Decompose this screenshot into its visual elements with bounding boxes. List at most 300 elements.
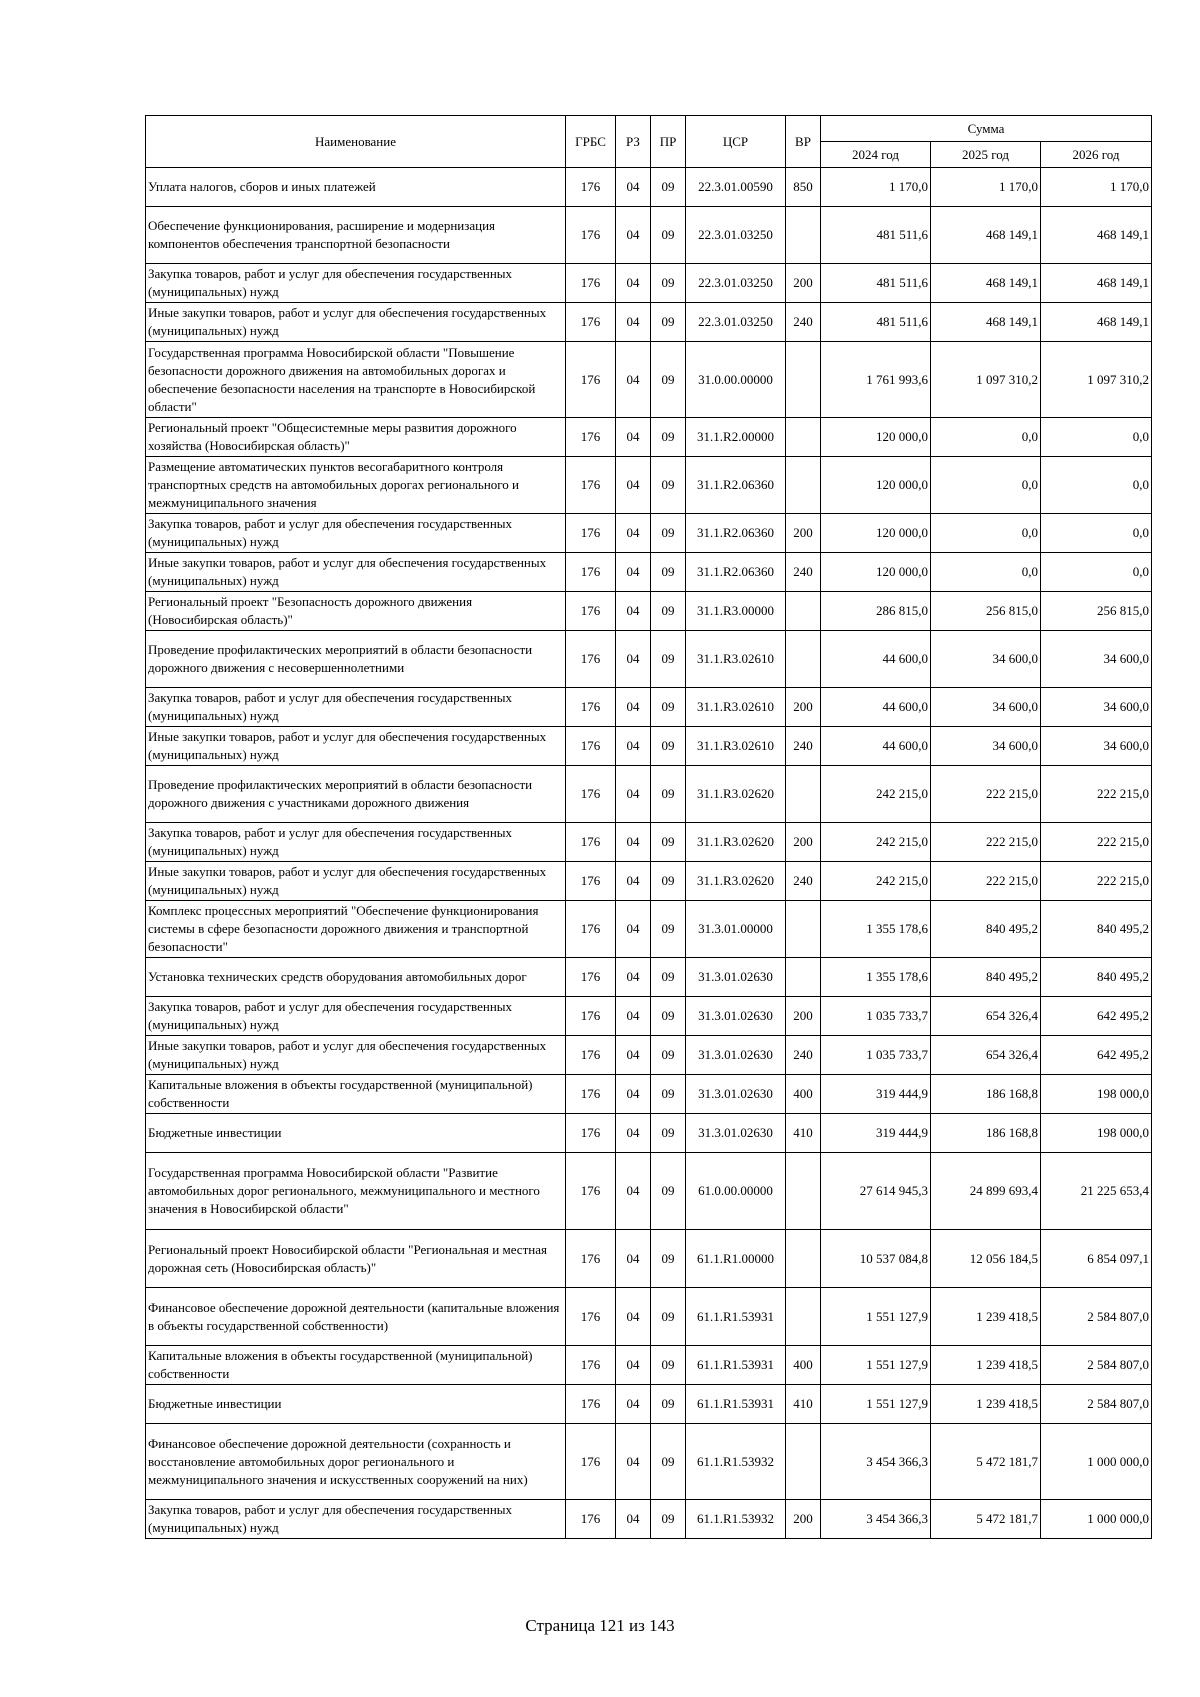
row-rz: 04: [616, 958, 651, 997]
row-rz: 04: [616, 631, 651, 688]
row-name: Капитальные вложения в объекты государственной (муниципальной) собственности: [146, 1075, 566, 1114]
row-grbs: 176: [566, 1346, 616, 1385]
row-sum-2024: 1 551 127,9: [821, 1288, 931, 1346]
row-sum-2026: 34 600,0: [1041, 631, 1152, 688]
row-sum-2024: 319 444,9: [821, 1114, 931, 1153]
table-row: [146, 514, 1152, 553]
row-grbs: 176: [566, 514, 616, 553]
row-rz: 04: [616, 1385, 651, 1424]
row-sum-2024: 3 454 366,3: [821, 1424, 931, 1500]
row-sum-2025: 186 168,8: [931, 1114, 1041, 1153]
row-csr: 22.3.01.03250: [686, 207, 786, 264]
row-vr: 850: [786, 168, 821, 207]
row-vr: 200: [786, 514, 821, 553]
row-sum-2025: 468 149,1: [931, 264, 1041, 303]
row-name: Государственная программа Новосибирской области "Развитие автомобильных дорог регионального, межмуниципального и местного значения в Новосибирской области": [146, 1153, 566, 1230]
row-sum-2025: 222 215,0: [931, 823, 1041, 862]
row-sum-2026: 1 000 000,0: [1041, 1424, 1152, 1500]
row-sum-2024: 1 035 733,7: [821, 997, 931, 1036]
row-pr: 09: [651, 727, 686, 766]
row-sum-2025: 468 149,1: [931, 303, 1041, 342]
row-sum-2024: 481 511,6: [821, 207, 931, 264]
row-rz: 04: [616, 418, 651, 457]
row-rz: 04: [616, 901, 651, 958]
table-row: [146, 1153, 1152, 1230]
row-sum-2024: 1 355 178,6: [821, 901, 931, 958]
row-csr: 22.3.01.03250: [686, 264, 786, 303]
table-row: [146, 766, 1152, 823]
header-sum: Сумма: [821, 116, 1152, 142]
row-vr: [786, 207, 821, 264]
row-sum-2025: 34 600,0: [931, 727, 1041, 766]
row-rz: 04: [616, 766, 651, 823]
row-sum-2024: 120 000,0: [821, 457, 931, 514]
row-grbs: 176: [566, 1075, 616, 1114]
row-csr: 31.1.R3.02610: [686, 631, 786, 688]
row-grbs: 176: [566, 1424, 616, 1500]
row-sum-2025: 34 600,0: [931, 688, 1041, 727]
row-vr: 200: [786, 688, 821, 727]
row-sum-2024: 1 551 127,9: [821, 1385, 931, 1424]
table-row: [146, 688, 1152, 727]
row-sum-2024: 1 170,0: [821, 168, 931, 207]
row-pr: 09: [651, 264, 686, 303]
row-sum-2025: 256 815,0: [931, 592, 1041, 631]
row-vr: [786, 766, 821, 823]
row-sum-2025: 24 899 693,4: [931, 1153, 1041, 1230]
row-sum-2026: 222 215,0: [1041, 823, 1152, 862]
row-csr: 61.1.R1.00000: [686, 1230, 786, 1288]
row-sum-2026: 222 215,0: [1041, 766, 1152, 823]
row-pr: 09: [651, 862, 686, 901]
row-grbs: 176: [566, 418, 616, 457]
table-row: [146, 207, 1152, 264]
table-row: [146, 1346, 1152, 1385]
row-sum-2026: 34 600,0: [1041, 688, 1152, 727]
row-grbs: 176: [566, 631, 616, 688]
row-vr: [786, 958, 821, 997]
row-csr: 31.1.R3.02610: [686, 688, 786, 727]
row-vr: [786, 457, 821, 514]
row-csr: 22.3.01.00590: [686, 168, 786, 207]
row-rz: 04: [616, 1500, 651, 1539]
table-row: [146, 1424, 1152, 1500]
row-sum-2024: 481 511,6: [821, 303, 931, 342]
row-csr: 31.1.R2.06360: [686, 457, 786, 514]
row-name: Закупка товаров, работ и услуг для обеспечения государственных (муниципальных) нужд: [146, 688, 566, 727]
row-grbs: 176: [566, 342, 616, 418]
row-name: Закупка товаров, работ и услуг для обеспечения государственных (муниципальных) нужд: [146, 997, 566, 1036]
table-row: [146, 958, 1152, 997]
row-name: Проведение профилактических мероприятий в области безопасности дорожного движения с несовершеннолетними: [146, 631, 566, 688]
row-vr: 200: [786, 823, 821, 862]
row-vr: [786, 1230, 821, 1288]
row-grbs: 176: [566, 1114, 616, 1153]
row-rz: 04: [616, 823, 651, 862]
row-sum-2026: 198 000,0: [1041, 1114, 1152, 1153]
row-csr: 31.1.R2.06360: [686, 514, 786, 553]
row-sum-2026: 1 170,0: [1041, 168, 1152, 207]
row-pr: 09: [651, 342, 686, 418]
row-pr: 09: [651, 418, 686, 457]
row-grbs: 176: [566, 1153, 616, 1230]
row-sum-2025: 1 239 418,5: [931, 1288, 1041, 1346]
row-csr: 61.1.R1.53931: [686, 1385, 786, 1424]
row-csr: 61.1.R1.53932: [686, 1424, 786, 1500]
header-rz: РЗ: [616, 116, 651, 168]
table-row: [146, 342, 1152, 418]
row-sum-2026: 0,0: [1041, 553, 1152, 592]
row-sum-2025: 654 326,4: [931, 997, 1041, 1036]
row-rz: 04: [616, 727, 651, 766]
row-grbs: 176: [566, 1036, 616, 1075]
table-row: [146, 1288, 1152, 1346]
row-vr: 410: [786, 1114, 821, 1153]
row-sum-2024: 120 000,0: [821, 553, 931, 592]
table-row: [146, 1075, 1152, 1114]
row-name: Региональный проект "Безопасность дорожного движения (Новосибирская область)": [146, 592, 566, 631]
row-sum-2026: 1 097 310,2: [1041, 342, 1152, 418]
row-sum-2024: 1 355 178,6: [821, 958, 931, 997]
row-grbs: 176: [566, 592, 616, 631]
row-sum-2025: 34 600,0: [931, 631, 1041, 688]
header-vr: ВР: [786, 116, 821, 168]
row-sum-2024: 286 815,0: [821, 592, 931, 631]
header-csr: ЦСР: [686, 116, 786, 168]
row-sum-2024: 120 000,0: [821, 514, 931, 553]
row-sum-2026: 642 495,2: [1041, 997, 1152, 1036]
row-sum-2025: 12 056 184,5: [931, 1230, 1041, 1288]
row-pr: 09: [651, 1230, 686, 1288]
row-sum-2025: 0,0: [931, 514, 1041, 553]
row-sum-2024: 242 215,0: [821, 823, 931, 862]
row-csr: 31.3.01.02630: [686, 1114, 786, 1153]
row-sum-2024: 319 444,9: [821, 1075, 931, 1114]
table-row: [146, 168, 1152, 207]
table-row: [146, 264, 1152, 303]
row-pr: 09: [651, 1114, 686, 1153]
row-sum-2025: 222 215,0: [931, 766, 1041, 823]
header-year-2024: 2024 год: [821, 142, 931, 168]
row-vr: 240: [786, 1036, 821, 1075]
row-rz: 04: [616, 207, 651, 264]
row-sum-2024: 481 511,6: [821, 264, 931, 303]
row-csr: 31.3.01.02630: [686, 1075, 786, 1114]
row-pr: 09: [651, 1036, 686, 1075]
row-rz: 04: [616, 1346, 651, 1385]
row-vr: 200: [786, 997, 821, 1036]
row-sum-2024: 44 600,0: [821, 688, 931, 727]
row-rz: 04: [616, 1230, 651, 1288]
row-grbs: 176: [566, 1500, 616, 1539]
header-year-2026: 2026 год: [1041, 142, 1152, 168]
row-grbs: 176: [566, 862, 616, 901]
row-sum-2025: 0,0: [931, 418, 1041, 457]
table-body: [146, 168, 1152, 1539]
row-csr: 31.3.01.02630: [686, 958, 786, 997]
row-sum-2025: 222 215,0: [931, 862, 1041, 901]
row-rz: 04: [616, 592, 651, 631]
row-sum-2025: 1 170,0: [931, 168, 1041, 207]
row-name: Проведение профилактических мероприятий в области безопасности дорожного движения с участниками дорожного движения: [146, 766, 566, 823]
row-name: Иные закупки товаров, работ и услуг для обеспечения государственных (муниципальных) нужд: [146, 727, 566, 766]
row-name: Комплекс процессных мероприятий "Обеспечение функционирования системы в сфере безопасности дорожного движения и транспортной безопасности": [146, 901, 566, 958]
row-name: Финансовое обеспечение дорожной деятельности (капитальные вложения в объекты государственной собственности): [146, 1288, 566, 1346]
row-grbs: 176: [566, 264, 616, 303]
row-pr: 09: [651, 823, 686, 862]
row-grbs: 176: [566, 168, 616, 207]
row-rz: 04: [616, 1288, 651, 1346]
row-sum-2025: 1 097 310,2: [931, 342, 1041, 418]
table-row: [146, 1230, 1152, 1288]
row-sum-2025: 186 168,8: [931, 1075, 1041, 1114]
row-rz: 04: [616, 457, 651, 514]
row-grbs: 176: [566, 553, 616, 592]
row-csr: 31.1.R3.02620: [686, 862, 786, 901]
row-csr: 61.0.00.00000: [686, 1153, 786, 1230]
row-sum-2025: 0,0: [931, 457, 1041, 514]
header-name: Наименование: [146, 116, 566, 168]
row-rz: 04: [616, 1153, 651, 1230]
row-sum-2026: 2 584 807,0: [1041, 1288, 1152, 1346]
row-sum-2026: 256 815,0: [1041, 592, 1152, 631]
row-name: Региональный проект "Общесистемные меры развития дорожного хозяйства (Новосибирская область)": [146, 418, 566, 457]
table-row: [146, 457, 1152, 514]
row-rz: 04: [616, 1114, 651, 1153]
row-vr: [786, 1153, 821, 1230]
row-grbs: 176: [566, 727, 616, 766]
row-name: Иные закупки товаров, работ и услуг для обеспечения государственных (муниципальных) нужд: [146, 862, 566, 901]
row-sum-2026: 21 225 653,4: [1041, 1153, 1152, 1230]
row-csr: 31.1.R3.02620: [686, 823, 786, 862]
header-grbs: ГРБС: [566, 116, 616, 168]
row-name: Установка технических средств оборудования автомобильных дорог: [146, 958, 566, 997]
row-grbs: 176: [566, 823, 616, 862]
row-sum-2025: 468 149,1: [931, 207, 1041, 264]
row-rz: 04: [616, 264, 651, 303]
row-rz: 04: [616, 862, 651, 901]
row-pr: 09: [651, 688, 686, 727]
row-pr: 09: [651, 592, 686, 631]
row-grbs: 176: [566, 688, 616, 727]
table-row: [146, 862, 1152, 901]
row-sum-2024: 242 215,0: [821, 766, 931, 823]
row-sum-2024: 1 761 993,6: [821, 342, 931, 418]
budget-table: [145, 115, 1152, 1539]
row-pr: 09: [651, 168, 686, 207]
row-pr: 09: [651, 553, 686, 592]
row-rz: 04: [616, 303, 651, 342]
row-rz: 04: [616, 688, 651, 727]
row-sum-2025: 1 239 418,5: [931, 1346, 1041, 1385]
row-name: Финансовое обеспечение дорожной деятельности (сохранность и восстановление автомобильных дорог регионального и межмуниципального значения и искусственных сооружений на них): [146, 1424, 566, 1500]
row-csr: 31.1.R3.00000: [686, 592, 786, 631]
row-sum-2025: 5 472 181,7: [931, 1500, 1041, 1539]
row-csr: 31.3.01.02630: [686, 997, 786, 1036]
row-name: Бюджетные инвестиции: [146, 1385, 566, 1424]
row-sum-2025: 654 326,4: [931, 1036, 1041, 1075]
row-csr: 31.3.01.02630: [686, 1036, 786, 1075]
row-csr: 61.1.R1.53931: [686, 1288, 786, 1346]
row-vr: [786, 342, 821, 418]
row-grbs: 176: [566, 766, 616, 823]
row-sum-2026: 2 584 807,0: [1041, 1346, 1152, 1385]
row-name: Размещение автоматических пунктов весогабаритного контроля транспортных средств на автомобильных дорогах регионального и межмуниципального значения: [146, 457, 566, 514]
row-vr: 400: [786, 1346, 821, 1385]
row-csr: 31.0.00.00000: [686, 342, 786, 418]
row-name: Бюджетные инвестиции: [146, 1114, 566, 1153]
table-row: [146, 1500, 1152, 1539]
row-grbs: 176: [566, 958, 616, 997]
row-vr: 240: [786, 553, 821, 592]
row-grbs: 176: [566, 457, 616, 514]
header-year-2025: 2025 год: [931, 142, 1041, 168]
row-vr: 240: [786, 862, 821, 901]
row-pr: 09: [651, 958, 686, 997]
row-vr: [786, 631, 821, 688]
row-grbs: 176: [566, 207, 616, 264]
table-row: [146, 997, 1152, 1036]
row-sum-2026: 468 149,1: [1041, 303, 1152, 342]
row-vr: 240: [786, 303, 821, 342]
row-rz: 04: [616, 553, 651, 592]
row-csr: 31.1.R2.00000: [686, 418, 786, 457]
row-pr: 09: [651, 997, 686, 1036]
row-sum-2025: 1 239 418,5: [931, 1385, 1041, 1424]
row-name: Иные закупки товаров, работ и услуг для обеспечения государственных (муниципальных) нужд: [146, 553, 566, 592]
table-row: [146, 1036, 1152, 1075]
row-name: Закупка товаров, работ и услуг для обеспечения государственных (муниципальных) нужд: [146, 823, 566, 862]
row-csr: 31.1.R3.02610: [686, 727, 786, 766]
row-name: Закупка товаров, работ и услуг для обеспечения государственных (муниципальных) нужд: [146, 1500, 566, 1539]
table-row: [146, 1114, 1152, 1153]
row-rz: 04: [616, 342, 651, 418]
row-sum-2026: 840 495,2: [1041, 958, 1152, 997]
table-row: [146, 303, 1152, 342]
table-row: [146, 418, 1152, 457]
row-grbs: 176: [566, 901, 616, 958]
row-rz: 04: [616, 1424, 651, 1500]
row-sum-2024: 3 454 366,3: [821, 1500, 931, 1539]
row-grbs: 176: [566, 997, 616, 1036]
row-pr: 09: [651, 207, 686, 264]
row-grbs: 176: [566, 1230, 616, 1288]
row-pr: 09: [651, 901, 686, 958]
row-pr: 09: [651, 1385, 686, 1424]
row-rz: 04: [616, 1075, 651, 1114]
row-name: Уплата налогов, сборов и иных платежей: [146, 168, 566, 207]
row-sum-2025: 840 495,2: [931, 901, 1041, 958]
row-grbs: 176: [566, 1288, 616, 1346]
row-sum-2025: 0,0: [931, 553, 1041, 592]
table-row: [146, 631, 1152, 688]
row-sum-2026: 642 495,2: [1041, 1036, 1152, 1075]
row-sum-2024: 44 600,0: [821, 727, 931, 766]
row-csr: 61.1.R1.53932: [686, 1500, 786, 1539]
row-sum-2024: 44 600,0: [821, 631, 931, 688]
header-pr: ПР: [651, 116, 686, 168]
row-sum-2024: 1 551 127,9: [821, 1346, 931, 1385]
row-csr: 61.1.R1.53931: [686, 1346, 786, 1385]
row-name: Иные закупки товаров, работ и услуг для обеспечения государственных (муниципальных) нужд: [146, 1036, 566, 1075]
row-grbs: 176: [566, 1385, 616, 1424]
row-vr: [786, 901, 821, 958]
page-number: Страница 121 из 143: [525, 1616, 675, 1635]
table-row: [146, 727, 1152, 766]
row-pr: 09: [651, 457, 686, 514]
row-pr: 09: [651, 1500, 686, 1539]
row-pr: 09: [651, 766, 686, 823]
row-sum-2024: 10 537 084,8: [821, 1230, 931, 1288]
row-sum-2026: 222 215,0: [1041, 862, 1152, 901]
row-name: Капитальные вложения в объекты государственной (муниципальной) собственности: [146, 1346, 566, 1385]
row-sum-2026: 0,0: [1041, 418, 1152, 457]
row-sum-2026: 1 000 000,0: [1041, 1500, 1152, 1539]
row-name: Иные закупки товаров, работ и услуг для обеспечения государственных (муниципальных) нужд: [146, 303, 566, 342]
row-csr: 31.1.R2.06360: [686, 553, 786, 592]
row-sum-2026: 2 584 807,0: [1041, 1385, 1152, 1424]
row-sum-2026: 0,0: [1041, 457, 1152, 514]
table-row: [146, 592, 1152, 631]
row-sum-2026: 468 149,1: [1041, 264, 1152, 303]
row-sum-2026: 840 495,2: [1041, 901, 1152, 958]
row-rz: 04: [616, 514, 651, 553]
row-sum-2025: 840 495,2: [931, 958, 1041, 997]
row-pr: 09: [651, 1075, 686, 1114]
row-vr: [786, 418, 821, 457]
row-sum-2024: 1 035 733,7: [821, 1036, 931, 1075]
row-sum-2026: 34 600,0: [1041, 727, 1152, 766]
row-csr: 31.3.01.00000: [686, 901, 786, 958]
row-name: Закупка товаров, работ и услуг для обеспечения государственных (муниципальных) нужд: [146, 514, 566, 553]
row-sum-2024: 120 000,0: [821, 418, 931, 457]
row-sum-2024: 27 614 945,3: [821, 1153, 931, 1230]
row-pr: 09: [651, 1346, 686, 1385]
row-name: Закупка товаров, работ и услуг для обеспечения государственных (муниципальных) нужд: [146, 264, 566, 303]
row-grbs: 176: [566, 303, 616, 342]
row-sum-2026: 6 854 097,1: [1041, 1230, 1152, 1288]
row-sum-2026: 468 149,1: [1041, 207, 1152, 264]
row-vr: [786, 1424, 821, 1500]
row-pr: 09: [651, 1288, 686, 1346]
row-sum-2025: 5 472 181,7: [931, 1424, 1041, 1500]
row-vr: [786, 1288, 821, 1346]
row-vr: [786, 592, 821, 631]
row-pr: 09: [651, 1424, 686, 1500]
row-sum-2026: 0,0: [1041, 514, 1152, 553]
row-name: Государственная программа Новосибирской области "Повышение безопасности дорожного движения на автомобильных дорогах и обеспечение безопасности населения на транспорте в Новосибирской области": [146, 342, 566, 418]
row-rz: 04: [616, 1036, 651, 1075]
table-row: [146, 901, 1152, 958]
table-row: [146, 1385, 1152, 1424]
row-vr: 200: [786, 264, 821, 303]
row-rz: 04: [616, 168, 651, 207]
row-csr: 31.1.R3.02620: [686, 766, 786, 823]
row-name: Обеспечение функционирования, расширение и модернизация компонентов обеспечения транспортной безопасности: [146, 207, 566, 264]
row-rz: 04: [616, 997, 651, 1036]
row-sum-2024: 242 215,0: [821, 862, 931, 901]
table-row: [146, 823, 1152, 862]
row-pr: 09: [651, 303, 686, 342]
row-pr: 09: [651, 514, 686, 553]
row-vr: 410: [786, 1385, 821, 1424]
row-vr: 400: [786, 1075, 821, 1114]
row-pr: 09: [651, 1153, 686, 1230]
row-vr: 200: [786, 1500, 821, 1539]
table-row: [146, 553, 1152, 592]
row-pr: 09: [651, 631, 686, 688]
row-csr: 22.3.01.03250: [686, 303, 786, 342]
